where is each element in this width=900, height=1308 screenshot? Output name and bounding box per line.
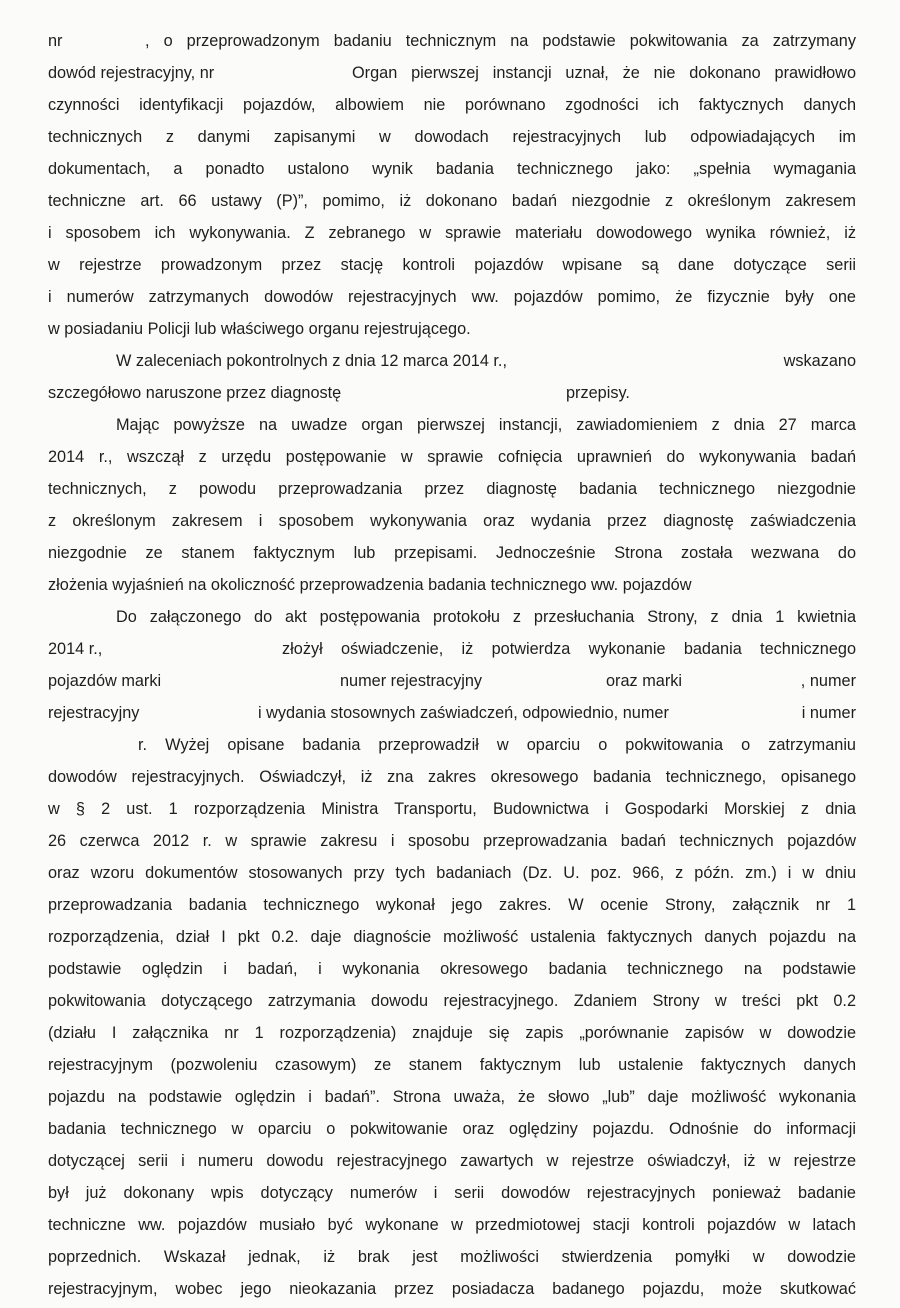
text-line [48,664,856,698]
text-line: pojazdu na podstawie oględzin i badań”. Strona uważa, że słowo „lub” daje możliwość wykonania [48,1088,856,1106]
text-line: złożenia wyjaśnień na okoliczność przeprowadzenia badania technicznego ww. pojazdów [48,576,692,594]
text-line: 26 czerwca 2012 r. w sprawie zakresu i sposobu przeprowadzania badań technicznych pojazdów [48,832,856,850]
text-segment: pojazdów marki [48,672,162,690]
text-segment: złożył oświadczenie, iż potwierdza wykonanie badania technicznego [282,640,856,658]
text-segment: numer rejestracyjny [340,672,483,690]
text-segment: oraz marki [606,672,682,690]
text-segment: W zaleceniach pokontrolnych z dnia 12 marca 2014 r., [116,352,507,370]
text-line: Do załączonego do akt postępowania protokołu z przesłuchania Strony, z dnia 1 kwietnia [116,608,856,626]
text-segment: i numer [801,704,856,722]
text-line: Mając powyższe na uwadze organ pierwszej instancji, zawiadomieniem z dnia 27 marca [116,416,856,434]
text-line: 2014 r., wszczął z urzędu postępowanie w sprawie cofnięcia uprawnień do wykonywania badań [48,448,856,466]
text-line: i sposobem ich wykonywania. Z zebranego w sprawie materiału dowodowego wynika również, iż [48,224,856,242]
text-line [48,632,856,666]
text-line: badania technicznego w oparciu o pokwitowanie oraz oględziny pojazdu. Odnośnie do informacji [48,1120,856,1138]
text-line: techniczne ww. pojazdów musiało być wykonane w przedmiotowej stacji kontroli pojazdów w latach [48,1216,856,1234]
text-line [48,376,856,410]
text-line: dokumentach, a ponadto ustalono wynik badania technicznego jako: „spełnia wymagania [48,160,856,178]
text-line: rejestracyjnym, wobec jego nieokazania przez posiadacza badanego pojazdu, może skutkować [48,1280,856,1298]
text-line: w rejestrze prowadzonym przez stację kontroli pojazdów wpisane są dane dotyczące serii [48,256,856,274]
text-line: dowodów rejestracyjnych. Oświadczył, iż zna zakres okresowego badania technicznego, opisanego [48,768,856,786]
text-line: rozporządzenia, dział I pkt 0.2. daje diagnoście możliwość ustalenia faktycznych danych pojazdu na [48,928,856,946]
text-line [48,696,856,730]
text-line: oraz wzoru dokumentów stosowanych przy tych badaniach (Dz. U. poz. 966, z późn. zm.) i w dniu [48,864,856,882]
text-segment: nr [48,32,63,50]
text-segment: Organ pierwszej instancji uznał, że nie dokonano prawidłowo [352,64,856,82]
text-line [116,344,856,378]
text-line: z określonym zakresem i sposobem wykonywania oraz wydania przez diagnostę zaświadczenia [48,512,856,530]
text-line: był już dokonany wpis dotyczący numerów i serii dowodów rejestracyjnych ponieważ badanie [48,1184,856,1202]
text-segment: szczegółowo naruszone przez diagnostę [48,384,342,402]
text-segment: przepisy. [566,384,630,402]
text-line: i numerów zatrzymanych dowodów rejestracyjnych ww. pojazdów pomimo, że fizycznie były one [48,288,856,306]
text-line: czynności identyfikacji pojazdów, albowiem nie porównano zgodności ich faktycznych danych [48,96,856,114]
text-line: przeprowadzania badania technicznego wykonał jego zakres. W ocenie Strony, załącznik nr 1 [48,896,856,914]
text-line: r. Wyżej opisane badania przeprowadził w oparciu o pokwitowania o zatrzymaniu [138,736,856,754]
text-segment: dowód rejestracyjny, nr [48,64,215,82]
text-line: w posiadaniu Policji lub właściwego organu rejestrującego. [48,320,471,338]
text-segment: 2014 r., [48,640,103,658]
text-segment: wskazano [783,352,856,370]
text-segment: , o przeprowadzonym badaniu technicznym na podstawie pokwitowania za zatrzymany [145,32,856,50]
text-line: technicznych, z powodu przeprowadzania przez diagnostę badania technicznego niezgodnie [48,480,856,498]
text-line: podstawie oględzin i badań, i wykonania okresowego badania technicznego na podstawie [48,960,856,978]
text-line [48,56,856,90]
text-line: niezgodnie ze stanem faktycznym lub przepisami. Jednocześnie Strona została wezwana do [48,544,856,562]
text-line: rejestracyjnym (pozwoleniu czasowym) ze stanem faktycznym lub ustalenie faktycznych danych [48,1056,856,1074]
text-line: dotyczącej serii i numeru dowodu rejestracyjnego zawartych w rejestrze oświadczył, iż w rejestrze [48,1152,856,1170]
text-segment: rejestracyjny [48,704,140,722]
text-line: (działu I załącznika nr 1 rozporządzenia) znajduje się zapis „porównanie zapisów w dowodzie [48,1024,856,1042]
text-line: poprzednich. Wskazał jednak, iż brak jest możliwości stwierdzenia pomyłki w dowodzie [48,1248,856,1266]
text-line: pokwitowania dotyczącego zatrzymania dowodu rejestracyjnego. Zdaniem Strony w treści pkt 0.2 [48,992,856,1010]
text-segment: i wydania stosownych zaświadczeń, odpowiednio, numer [258,704,669,722]
text-line: technicznych z danymi zapisanymi w dowodach rejestracyjnych lub odpowiadających im [48,128,856,146]
text-line: w § 2 ust. 1 rozporządzenia Ministra Transportu, Budownictwa i Gospodarki Morskiej z dnia [48,800,856,818]
text-line [48,24,856,58]
text-line: techniczne art. 66 ustawy (P)”, pomimo, iż dokonano badań niezgodnie z określonym zakresem [48,192,856,210]
text-segment: , numer [800,672,856,690]
